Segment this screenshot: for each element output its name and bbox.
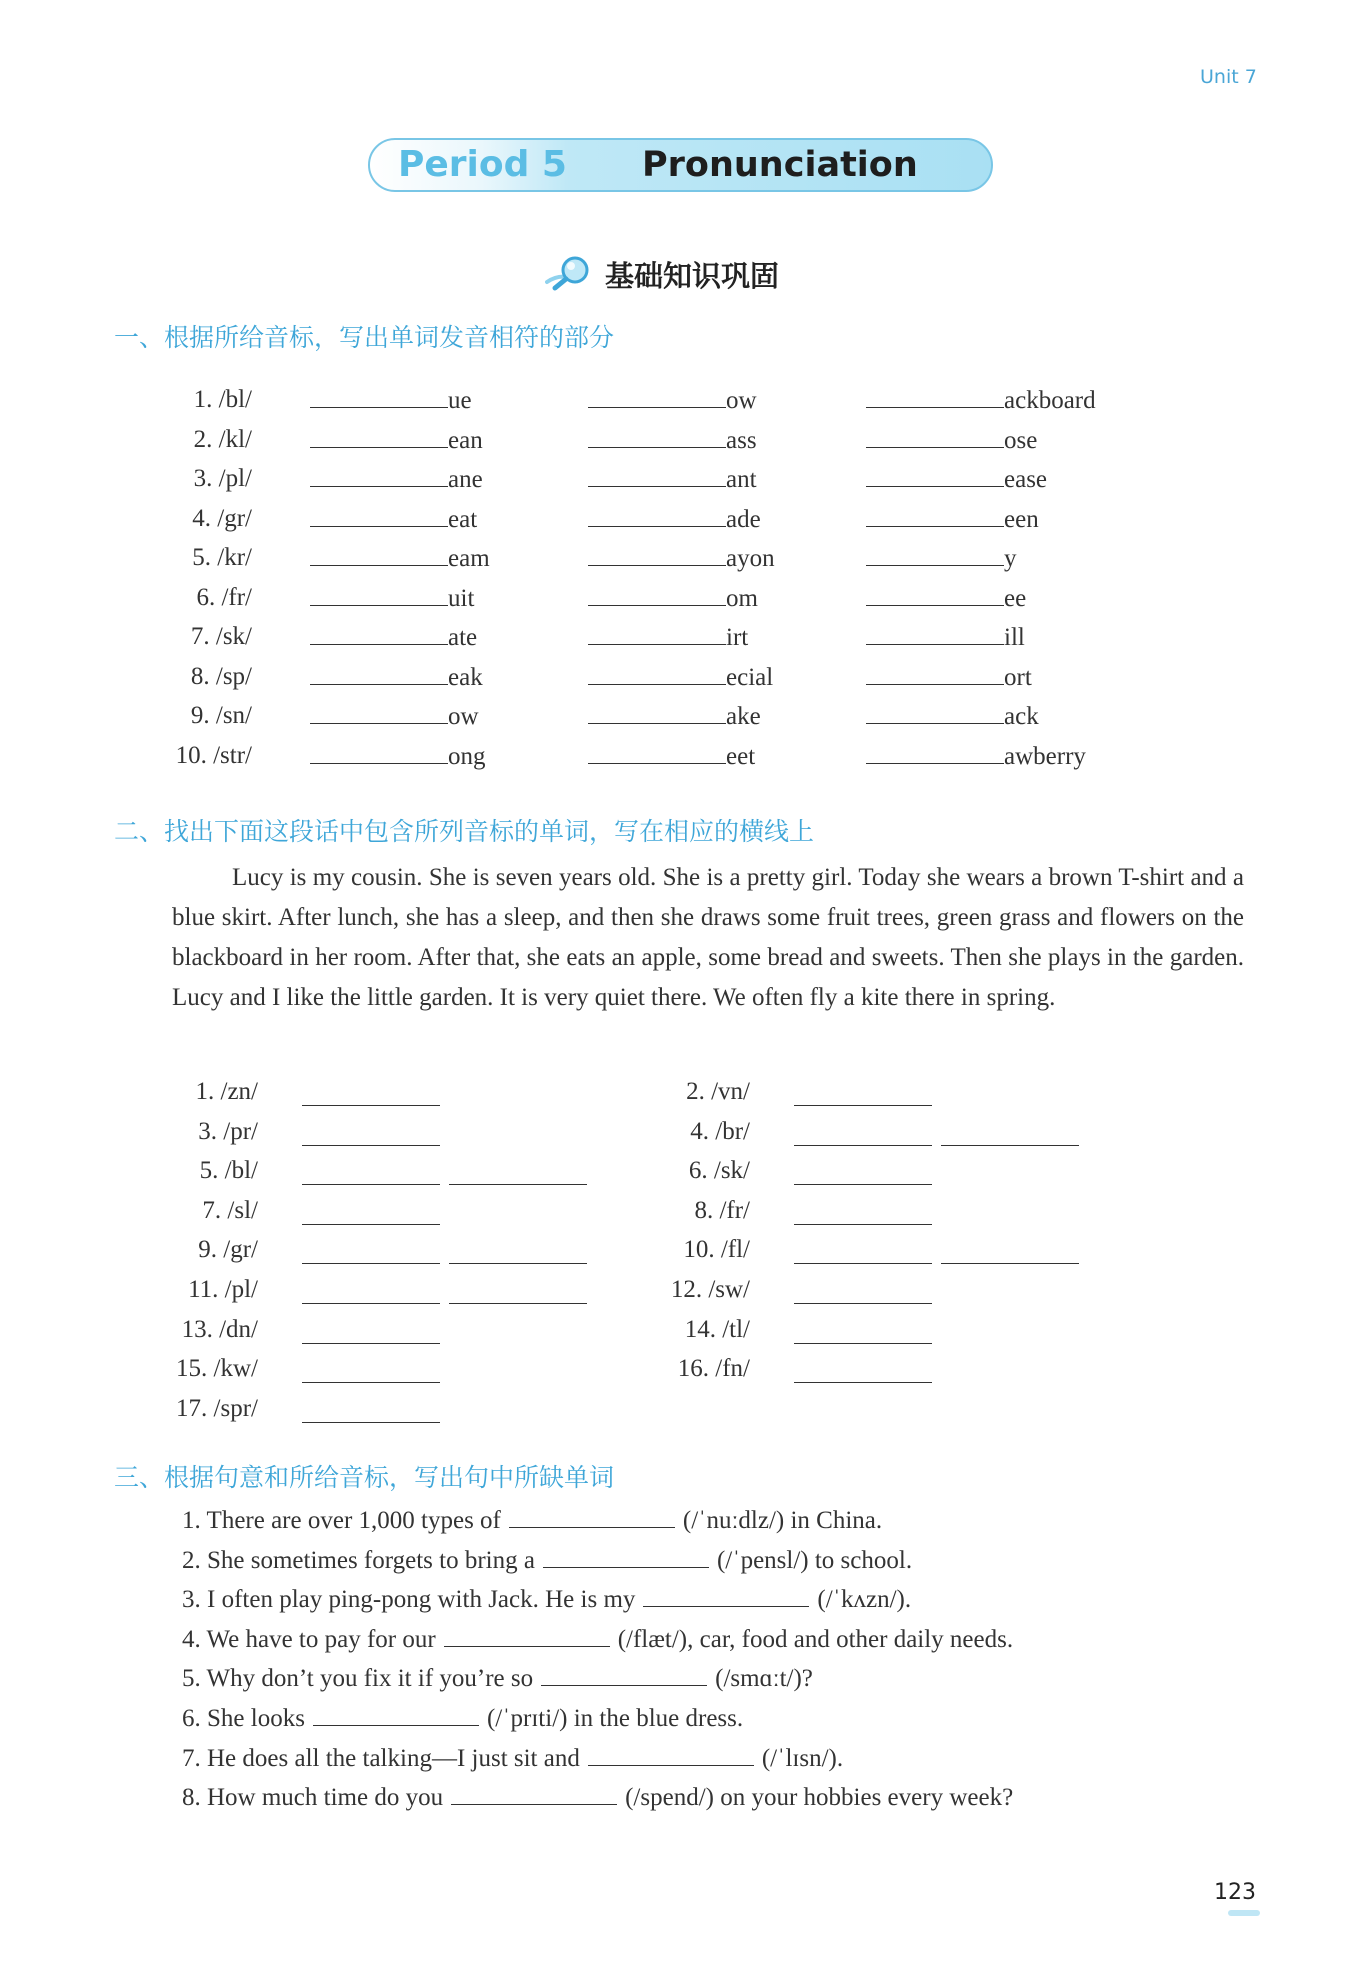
sentence-start: 3. I often play ping-pong with Jack. He is my — [182, 1586, 636, 1614]
q2-passage-text: Lucy is my cousin. She is seven years old. She is a pretty girl. Today she wears a brown T-shirt and a blue skirt. After lunch, she has a sleep, and then she draws some fruit trees, green grass and flowers on the blackboard in her room. After that, she eats an apple, some bread and sweets. Then she plays in the garden. Lucy and I like the little garden. It is very quiet there. We often fly a kite there in spring. — [172, 864, 1244, 1011]
answer-blank[interactable] — [794, 1236, 932, 1264]
sentence-start: 7. He does all the talking—I just sit and — [182, 1744, 580, 1772]
word-ending: ee — [1004, 584, 1027, 612]
q1-row — [0, 578, 1350, 618]
q1-word — [866, 499, 1039, 540]
word-ending: eet — [726, 742, 756, 770]
sentence-start: 1. There are over 1,000 types of — [182, 1507, 501, 1534]
answer-blank[interactable] — [794, 1316, 932, 1344]
word-ending: irt — [726, 624, 749, 651]
phonetic-hint: (/flæt/), car, food and other daily needs. — [617, 1625, 1014, 1653]
q2-label: 5. /bl/ — [199, 1157, 258, 1185]
q1-word — [310, 420, 483, 461]
q2-label: 11. /pl/ — [188, 1276, 258, 1303]
word-ending: ease — [1004, 466, 1048, 493]
period-banner — [368, 138, 993, 192]
phonetic-hint: (/ˈlɪsn/). — [761, 1744, 844, 1772]
q1-label: 8. /sp/ — [190, 662, 252, 690]
answer-blank[interactable] — [310, 420, 448, 448]
answer-blank[interactable] — [310, 499, 448, 527]
sentence-start: 5. Why don’t you fix it if you’re so — [182, 1665, 534, 1693]
word-ending: ass — [726, 426, 757, 454]
q2-item — [0, 1349, 1350, 1389]
q2-label: 9. /gr/ — [198, 1236, 258, 1264]
answer-blank[interactable] — [509, 1500, 675, 1528]
q3-item — [182, 1777, 1013, 1817]
q1-word — [588, 499, 761, 540]
q3-item — [182, 1698, 743, 1738]
q1-label: 2. /kl/ — [193, 425, 252, 453]
answer-blank[interactable] — [310, 657, 448, 685]
phonetic-hint: (/ˈnuːdlz/) in China. — [682, 1507, 883, 1534]
q2-item — [0, 1072, 1350, 1112]
section-header — [545, 252, 779, 297]
word-ending: ake — [726, 703, 761, 730]
word-ending: ade — [726, 505, 761, 533]
answer-blank[interactable] — [794, 1078, 932, 1106]
q1-word — [310, 657, 483, 698]
answer-blank[interactable] — [588, 657, 726, 685]
answer-blank[interactable] — [310, 459, 448, 487]
q2-label: 4. /br/ — [690, 1117, 750, 1145]
q1-word — [588, 696, 761, 737]
word-ending: ue — [448, 387, 472, 414]
answer-blank[interactable] — [866, 459, 1004, 487]
q2-label: 12. /sw/ — [670, 1276, 750, 1303]
answer-blank[interactable] — [794, 1118, 932, 1146]
q2-label: 2. /vn/ — [686, 1078, 750, 1105]
phonetic-hint: (/ˈprɪti/) in the blue dress. — [486, 1705, 744, 1732]
word-ending: ort — [1004, 663, 1032, 691]
q2-label: 3. /pr/ — [198, 1117, 258, 1145]
answer-blank[interactable] — [866, 617, 1004, 645]
q2-item — [0, 1310, 1350, 1350]
q1-label: 3. /pl/ — [193, 465, 252, 492]
answer-blank[interactable] — [866, 420, 1004, 448]
word-ending: ill — [1004, 624, 1025, 651]
q3-item — [182, 1738, 843, 1778]
word-ending: ate — [448, 624, 478, 651]
q2-label: 6. /sk/ — [688, 1157, 750, 1185]
q3-item — [182, 1500, 882, 1540]
answer-blank[interactable] — [588, 499, 726, 527]
answer-blank[interactable] — [543, 1540, 709, 1568]
q3-item — [182, 1540, 912, 1580]
q1-word — [588, 578, 758, 619]
q1-word — [588, 538, 775, 579]
answer-blank[interactable] — [302, 1395, 440, 1423]
q1-row — [0, 459, 1350, 499]
word-ending: ecial — [726, 663, 774, 691]
answer-blank[interactable] — [313, 1698, 479, 1726]
phonetic-hint: (/ˈpensl/) to school. — [716, 1546, 913, 1574]
answer-blank[interactable] — [588, 420, 726, 448]
q1-label: 1. /bl/ — [193, 386, 252, 413]
word-ending: ayon — [726, 545, 775, 572]
q1-word — [310, 538, 490, 579]
answer-blank[interactable] — [588, 459, 726, 487]
word-ending: ose — [1004, 426, 1038, 454]
q1-word — [866, 420, 1037, 461]
q1-word — [866, 696, 1039, 737]
answer-blank[interactable] — [866, 380, 1004, 408]
q2-label: 10. /fl/ — [683, 1236, 750, 1264]
answer-blank[interactable] — [541, 1658, 707, 1686]
q1-word — [310, 617, 477, 658]
word-ending: ane — [448, 466, 483, 493]
word-ending: uit — [448, 584, 475, 612]
word-ending: om — [726, 584, 758, 612]
q3-item — [182, 1658, 813, 1698]
lesson-title: Pronunciation — [642, 145, 918, 185]
answer-blank[interactable] — [941, 1118, 1079, 1146]
magnifier-icon — [545, 252, 593, 297]
q2-item — [0, 1112, 1350, 1152]
word-ending: eat — [448, 505, 478, 533]
q1-row — [0, 380, 1350, 420]
q1-word — [866, 657, 1032, 698]
answer-blank[interactable] — [866, 499, 1004, 527]
page-number-underline — [1228, 1910, 1260, 1916]
q1-word — [866, 578, 1026, 619]
answer-blank[interactable] — [310, 538, 448, 566]
word-ending: awberry — [1004, 742, 1086, 770]
q1-row — [0, 499, 1350, 539]
q1-word — [310, 380, 472, 421]
word-ending: ean — [448, 426, 483, 454]
answer-blank[interactable] — [310, 380, 448, 408]
q2-label: 16. /fn/ — [677, 1355, 750, 1383]
q1-row — [0, 617, 1350, 657]
period-label: Period 5 — [398, 144, 567, 185]
word-ending: ow — [726, 387, 757, 414]
answer-blank[interactable] — [794, 1355, 932, 1383]
q2-label: 17. /spr/ — [176, 1394, 258, 1422]
q1-label: 5. /kr/ — [192, 544, 252, 571]
sentence-start: 6. She looks — [182, 1705, 305, 1732]
answer-blank[interactable] — [866, 538, 1004, 566]
q1-word — [866, 736, 1086, 777]
answer-blank[interactable] — [310, 578, 448, 606]
answer-blank[interactable] — [588, 1738, 754, 1766]
q1-word — [588, 380, 757, 421]
q2-label: 8. /fr/ — [694, 1196, 750, 1224]
word-ending: ackboard — [1004, 387, 1096, 414]
q3-item — [182, 1619, 1013, 1659]
answer-blank[interactable] — [451, 1777, 617, 1805]
word-ending: ow — [448, 703, 479, 730]
word-ending: een — [1004, 505, 1039, 533]
q2-label: 14. /tl/ — [684, 1315, 750, 1343]
q1-word — [310, 736, 486, 777]
phonetic-hint: (/ˈkʌzn/). — [817, 1586, 912, 1614]
answer-blank[interactable] — [866, 736, 1004, 764]
q2-passage — [172, 858, 1244, 1018]
answer-blank[interactable] — [588, 578, 726, 606]
q1-label: 9. /sn/ — [190, 702, 252, 729]
answer-blank[interactable] — [794, 1276, 932, 1304]
q1-label: 6. /fr/ — [196, 583, 252, 611]
q1-row — [0, 696, 1350, 736]
q1-label: 10. /str/ — [175, 741, 252, 769]
q1-row — [0, 657, 1350, 697]
q2-heading: 二、找出下面这段话中包含所列音标的单词，写在相应的横线上 — [114, 817, 815, 846]
q1-row — [0, 538, 1350, 578]
q1-label: 7. /sk/ — [190, 623, 252, 650]
answer-blank[interactable] — [588, 380, 726, 408]
q1-word — [310, 578, 474, 619]
q1-word — [588, 420, 757, 461]
q1-word — [310, 459, 483, 500]
word-ending: eak — [448, 663, 483, 691]
q1-word — [310, 499, 477, 540]
q2-label: 7. /sl/ — [202, 1196, 258, 1224]
q1-row — [0, 420, 1350, 460]
sentence-start: 8. How much time do you — [182, 1784, 444, 1812]
q1-word — [866, 459, 1047, 500]
q1-word — [866, 617, 1025, 658]
answer-blank[interactable] — [310, 736, 448, 764]
answer-blank[interactable] — [643, 1579, 809, 1607]
answer-blank[interactable] — [941, 1236, 1079, 1264]
answer-blank[interactable] — [310, 696, 448, 724]
phonetic-hint: (/smɑːt/)? — [715, 1665, 813, 1693]
answer-blank[interactable] — [310, 617, 448, 645]
q2-label: 15. /kw/ — [176, 1355, 258, 1383]
q1-word — [588, 617, 748, 658]
q1-word — [588, 736, 755, 777]
word-ending: y — [1004, 545, 1017, 572]
q3-heading: 三、根据句意和所给音标，写出句中所缺单词 — [114, 1463, 615, 1492]
q3-item — [182, 1579, 911, 1619]
q2-label: 1. /zn/ — [195, 1078, 258, 1105]
q2-item — [0, 1230, 1350, 1270]
q2-label: 13. /dn/ — [181, 1315, 258, 1343]
q1-word — [588, 657, 773, 698]
answer-blank[interactable] — [866, 578, 1004, 606]
q1-label: 4. /gr/ — [192, 504, 252, 532]
answer-blank[interactable] — [588, 617, 726, 645]
answer-blank[interactable] — [444, 1619, 610, 1647]
q1-word — [866, 380, 1096, 421]
q1-word — [310, 696, 479, 737]
answer-blank[interactable] — [866, 696, 1004, 724]
page-number: 123 — [1214, 1880, 1256, 1905]
word-ending: ant — [726, 466, 757, 493]
sentence-start: 2. She sometimes forgets to bring a — [182, 1546, 535, 1574]
answer-blank[interactable] — [794, 1197, 932, 1225]
answer-blank[interactable] — [588, 736, 726, 764]
q2-item — [0, 1270, 1350, 1310]
q1-word — [866, 538, 1017, 579]
answer-blank[interactable] — [794, 1157, 932, 1185]
q2-item — [0, 1191, 1350, 1231]
q1-row — [0, 736, 1350, 776]
word-ending: ack — [1004, 703, 1039, 730]
phonetic-hint: (/spend/) on your hobbies every week? — [625, 1784, 1014, 1812]
word-ending: ong — [448, 742, 486, 770]
answer-blank[interactable] — [588, 696, 726, 724]
unit-label: Unit 7 — [1200, 66, 1257, 88]
section-title: 基础知识巩固 — [605, 259, 780, 293]
q2-item — [0, 1389, 1350, 1429]
answer-blank[interactable] — [866, 657, 1004, 685]
word-ending: eam — [448, 545, 490, 572]
sentence-start: 4. We have to pay for our — [182, 1625, 436, 1653]
answer-blank[interactable] — [588, 538, 726, 566]
q1-heading: 一、根据所给音标，写出单词发音相符的部分 — [114, 323, 615, 352]
q2-item — [0, 1151, 1350, 1191]
q1-word — [588, 459, 757, 500]
